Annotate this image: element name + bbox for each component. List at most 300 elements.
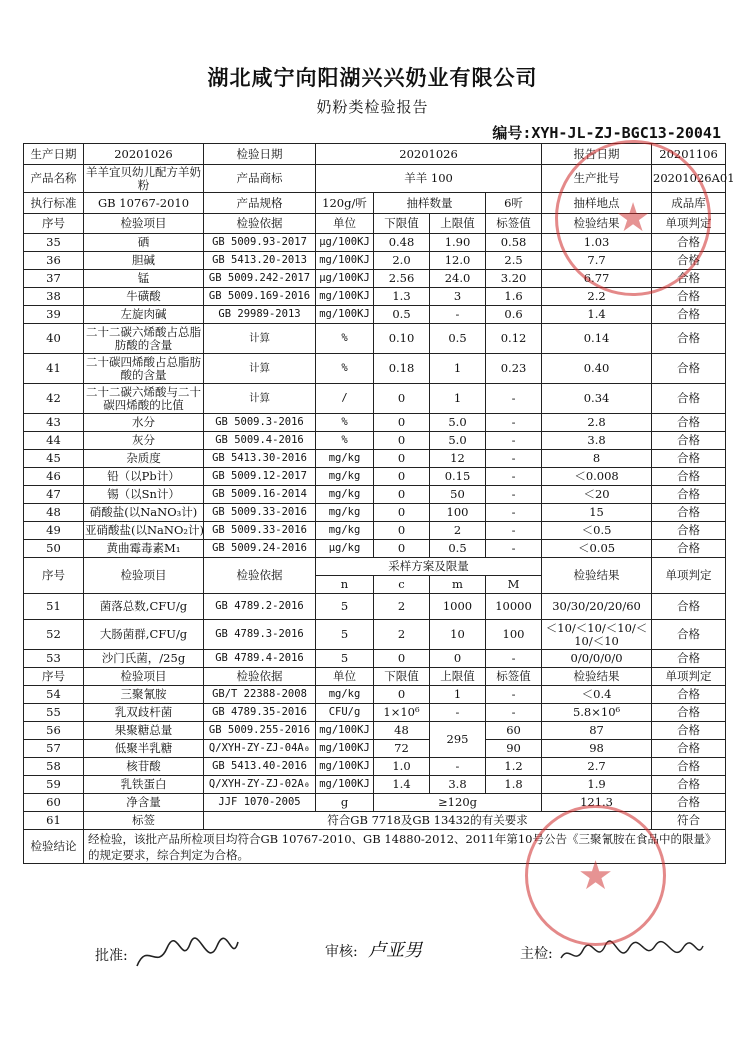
cell-unit: mg/100KJ	[316, 776, 374, 794]
cell-basis: GB 5413.30-2016	[204, 450, 316, 468]
cell-judgement: 合格	[652, 650, 726, 668]
cell-lower: 2.0	[374, 252, 430, 270]
table-row	[24, 758, 726, 776]
cell-n: 5	[316, 620, 374, 650]
micro-col-c: c	[374, 576, 430, 594]
lower-col-item: 检验项目	[84, 668, 204, 686]
cell-judgement: 合格	[652, 354, 726, 384]
cell-basis: 计算	[204, 384, 316, 414]
cell-item: 牛磺酸	[84, 288, 204, 306]
cell-no: 48	[24, 504, 84, 522]
cell-item: 大肠菌群,CFU/g	[84, 620, 204, 650]
production-date: 20201026	[84, 144, 204, 165]
cell-result: 98	[542, 740, 652, 758]
cell-lower: 72	[374, 740, 430, 758]
cell-no: 54	[24, 686, 84, 704]
cell-unit: mg/100KJ	[316, 758, 374, 776]
cell-lower: 0	[374, 504, 430, 522]
cell-unit: %	[316, 432, 374, 450]
col-upper: 上限值	[430, 214, 486, 234]
cell-result: ＜0.05	[542, 540, 652, 558]
cell-result: 0.34	[542, 384, 652, 414]
product-name-label: 产品名称	[24, 165, 84, 193]
table-row	[24, 704, 726, 722]
report-title: 奶粉类检验报告	[316, 98, 429, 116]
cell-item: 核苷酸	[84, 758, 204, 776]
table-row	[24, 504, 726, 522]
cell-no: 49	[24, 522, 84, 540]
cell-limit: ≥120g	[374, 794, 542, 812]
cell-upper-shared: 295	[430, 722, 486, 758]
cell-judgement: 合格	[652, 522, 726, 540]
cell-item: 菌落总数,CFU/g	[84, 594, 204, 620]
col-basis: 检验依据	[204, 214, 316, 234]
cell-judgement: 合格	[652, 486, 726, 504]
cell-no: 51	[24, 594, 84, 620]
cell-unit: μg/100KJ	[316, 270, 374, 288]
col-item: 检验项目	[84, 214, 204, 234]
cell-unit: mg/kg	[316, 686, 374, 704]
cell-basis: GB 4789.35-2016	[204, 704, 316, 722]
cell-judgement: 合格	[652, 686, 726, 704]
cell-no: 46	[24, 468, 84, 486]
cell-judgement: 合格	[652, 288, 726, 306]
cell-lower: 0	[374, 432, 430, 450]
cell-judgement: 合格	[652, 540, 726, 558]
lower-col-judgement: 单项判定	[652, 668, 726, 686]
cell-label-value: -	[486, 704, 542, 722]
cell-lower: 0.18	[374, 354, 430, 384]
cell-unit: mg/kg	[316, 468, 374, 486]
lower-col-upper: 上限值	[430, 668, 486, 686]
approve-label: 批准:	[95, 948, 128, 964]
cell-result: ＜0.5	[542, 522, 652, 540]
cell-no: 42	[24, 384, 84, 414]
cell-lower: 0.10	[374, 324, 430, 354]
cell-lower: 1.3	[374, 288, 430, 306]
micro-table-header	[24, 558, 726, 594]
cell-n: 5	[316, 594, 374, 620]
cell-result: ＜0.008	[542, 468, 652, 486]
cell-no: 35	[24, 234, 84, 252]
conclusion-label: 检验结论	[24, 830, 84, 864]
table-row	[24, 288, 726, 306]
cell-result: 6.77	[542, 270, 652, 288]
cell-judgement: 合格	[652, 234, 726, 252]
cell-judgement: 合格	[652, 620, 726, 650]
cell-item: 净含量	[84, 794, 204, 812]
cell-no: 39	[24, 306, 84, 324]
inspect-signature-scribble	[557, 936, 707, 972]
micro-col-n: n	[316, 576, 374, 594]
cell-result: ＜20	[542, 486, 652, 504]
cell-judgement: 合格	[652, 776, 726, 794]
conclusion-text: 经检验，该批产品所检项目均符合GB 10767-2010、GB 14880-2012、2011年第10号公告《三聚氰胺在食品中的限量》的规定要求，综合判定为合格。	[84, 830, 726, 864]
lower-table-header	[24, 668, 726, 686]
cell-label-description: 符合GB 7718及GB 13432的有关要求	[204, 812, 652, 830]
info-row-product	[24, 165, 726, 193]
cell-unit: mg/100KJ	[316, 722, 374, 740]
micro-row	[24, 620, 726, 650]
cell-upper: -	[430, 758, 486, 776]
cell-item: 沙门氏菌，/25g	[84, 650, 204, 668]
star-icon: ★	[615, 195, 651, 241]
micro-header-row-1	[24, 558, 726, 576]
cell-basis: GB 5009.3-2016	[204, 414, 316, 432]
cell-label-value: -	[486, 504, 542, 522]
cell-no: 59	[24, 776, 84, 794]
cell-lower: 48	[374, 722, 430, 740]
cell-judgement: 合格	[652, 722, 726, 740]
cell-unit: μg/kg	[316, 540, 374, 558]
cell-label-value: 1.8	[486, 776, 542, 794]
table-row	[24, 486, 726, 504]
lower-table-body	[24, 686, 726, 794]
cell-item: 乳铁蛋白	[84, 776, 204, 794]
cell-m: 1000	[430, 594, 486, 620]
cell-item: 果聚糖总量	[84, 722, 204, 740]
report-date: 20201106	[652, 144, 726, 165]
cell-label-value: 1.6	[486, 288, 542, 306]
cell-label-value: 90	[486, 740, 542, 758]
cell-M: 100	[486, 620, 542, 650]
cell-c: 2	[374, 620, 430, 650]
cell-no: 52	[24, 620, 84, 650]
table-row	[24, 252, 726, 270]
cell-judgement: 合格	[652, 384, 726, 414]
cell-label-value: -	[486, 414, 542, 432]
cell-lower: 0.48	[374, 234, 430, 252]
cell-result: 2.7	[542, 758, 652, 776]
cell-judgement: 合格	[652, 270, 726, 288]
standard-label: 执行标准	[24, 193, 84, 214]
cell-item: 亚硝酸盐(以NaNO₂计)	[84, 522, 204, 540]
approve-signature	[95, 936, 242, 976]
cell-result: ＜10/＜10/＜10/＜10/＜10	[542, 620, 652, 650]
cell-item: 硒	[84, 234, 204, 252]
cell-result: 0.14	[542, 324, 652, 354]
cell-item: 二十碳四烯酸占总脂肪酸的含量	[84, 354, 204, 384]
cell-upper: 24.0	[430, 270, 486, 288]
table-row	[24, 522, 726, 540]
cell-label-value: 3.20	[486, 270, 542, 288]
table-footer	[24, 794, 726, 864]
column-header-row	[24, 214, 726, 234]
cell-basis: JJF 1070-2005	[204, 794, 316, 812]
micro-col-judgement: 单项判定	[652, 558, 726, 594]
review-signature	[325, 936, 422, 962]
document-number-label: 编号:	[492, 124, 532, 142]
cell-upper: 0.5	[430, 540, 486, 558]
cell-item: 灰分	[84, 432, 204, 450]
cell-no: 43	[24, 414, 84, 432]
micro-col-no: 序号	[24, 558, 84, 594]
lower-col-label-value: 标签值	[486, 668, 542, 686]
table-row	[24, 384, 726, 414]
cell-no: 50	[24, 540, 84, 558]
cell-m: 10	[430, 620, 486, 650]
cell-lower: 0	[374, 686, 430, 704]
cell-no: 60	[24, 794, 84, 812]
cell-lower: 0	[374, 414, 430, 432]
cell-lower: 1×10⁶	[374, 704, 430, 722]
table-row	[24, 540, 726, 558]
micro-row	[24, 650, 726, 668]
col-label-value: 标签值	[486, 214, 542, 234]
cell-item: 杂质度	[84, 450, 204, 468]
inspection-table-body	[24, 144, 735, 558]
cell-no: 57	[24, 740, 84, 758]
table-row	[24, 306, 726, 324]
cell-basis: Q/XYH-ZY-ZJ-02A₀	[204, 776, 316, 794]
company-name: 湖北咸宁向阳湖兴兴奶业有限公司	[207, 65, 538, 90]
cell-no: 53	[24, 650, 84, 668]
lower-col-basis: 检验依据	[204, 668, 316, 686]
cell-basis: GB 5009.93-2017	[204, 234, 316, 252]
col-lower: 下限值	[374, 214, 430, 234]
cell-item: 标签	[84, 812, 204, 830]
cell-unit: %	[316, 324, 374, 354]
cell-lower: 1.0	[374, 758, 430, 776]
cell-result: 15	[542, 504, 652, 522]
cell-item: 乳双歧杆菌	[84, 704, 204, 722]
cell-judgement: 符合	[652, 812, 726, 830]
review-name: 卢亚男	[368, 940, 423, 961]
cell-label-value: -	[486, 686, 542, 704]
table-row	[24, 324, 726, 354]
cell-label-value: 0.58	[486, 234, 542, 252]
micro-col-M: M	[486, 576, 542, 594]
cell-basis: GB 5413.40-2016	[204, 758, 316, 776]
cell-label-value: -	[486, 522, 542, 540]
cell-result: 1.4	[542, 306, 652, 324]
cell-unit: mg/100KJ	[316, 740, 374, 758]
cell-judgement: 合格	[652, 504, 726, 522]
cell-unit: mg/kg	[316, 486, 374, 504]
document-number	[492, 122, 721, 143]
cell-upper: 1	[430, 384, 486, 414]
cell-unit: mg/100KJ	[316, 252, 374, 270]
cell-result: 87	[542, 722, 652, 740]
inspection-date: 20201026	[316, 144, 542, 165]
cell-upper: -	[430, 704, 486, 722]
cell-result: 0.40	[542, 354, 652, 384]
micro-col-m: m	[430, 576, 486, 594]
cell-judgement: 合格	[652, 306, 726, 324]
review-label: 审核:	[325, 944, 358, 960]
cell-unit: mg/100KJ	[316, 288, 374, 306]
net-content-row	[24, 794, 726, 812]
cell-unit: mg/kg	[316, 504, 374, 522]
lower-col-unit: 单位	[316, 668, 374, 686]
sample-place-label: 抽样地点	[542, 193, 652, 214]
sample-qty-label: 抽样数量	[374, 193, 486, 214]
cell-c: 2	[374, 594, 430, 620]
cell-no: 45	[24, 450, 84, 468]
cell-label-value: -	[486, 450, 542, 468]
cell-result: 1.03	[542, 234, 652, 252]
cell-lower: 0	[374, 522, 430, 540]
table-row	[24, 686, 726, 704]
cell-lower: 0	[374, 384, 430, 414]
cell-m: 0	[430, 650, 486, 668]
table-row	[24, 414, 726, 432]
table-row	[24, 270, 726, 288]
cell-label-value: 1.2	[486, 758, 542, 776]
cell-judgement: 合格	[652, 432, 726, 450]
cell-no: 38	[24, 288, 84, 306]
cell-upper: 12.0	[430, 252, 486, 270]
cell-item: 胆碱	[84, 252, 204, 270]
cell-basis: 计算	[204, 354, 316, 384]
cell-result: 2.2	[542, 288, 652, 306]
cell-upper: 1	[430, 354, 486, 384]
trademark: 羊羊 100	[316, 165, 542, 193]
cell-label-value: 2.5	[486, 252, 542, 270]
cell-item: 铅（以Pb计）	[84, 468, 204, 486]
cell-n: 5	[316, 650, 374, 668]
cell-lower: 0	[374, 540, 430, 558]
trademark-label: 产品商标	[204, 165, 316, 193]
cell-item: 锡（以Sn计）	[84, 486, 204, 504]
cell-no: 55	[24, 704, 84, 722]
cell-upper: 5.0	[430, 432, 486, 450]
cell-basis: GB 4789.4-2016	[204, 650, 316, 668]
cell-result: 30/30/20/20/60	[542, 594, 652, 620]
cell-item: 左旋肉碱	[84, 306, 204, 324]
cell-upper: 100	[430, 504, 486, 522]
cell-unit: mg/kg	[316, 522, 374, 540]
document-number-value: XYH-JL-ZJ-BGC13-20041	[531, 124, 721, 142]
product-name: 羊羊宜贝幼儿配方羊奶粉	[84, 165, 204, 193]
cell-lower: 2.56	[374, 270, 430, 288]
approve-signature-scribble	[132, 936, 242, 976]
micro-row	[24, 594, 726, 620]
col-result: 检验结果	[542, 214, 652, 234]
cell-result: 5.8×10⁶	[542, 704, 652, 722]
cell-basis: GB 4789.2-2016	[204, 594, 316, 620]
cell-judgement: 合格	[652, 252, 726, 270]
cell-unit: %	[316, 414, 374, 432]
cell-judgement: 合格	[652, 794, 726, 812]
cell-upper: 12	[430, 450, 486, 468]
cell-M: -	[486, 650, 542, 668]
conclusion-row	[24, 830, 726, 864]
cell-no: 41	[24, 354, 84, 384]
cell-unit: g	[316, 794, 374, 812]
cell-upper: 1.90	[430, 234, 486, 252]
cell-label-value: 60	[486, 722, 542, 740]
micro-col-result: 检验结果	[542, 558, 652, 594]
cell-unit: %	[316, 354, 374, 384]
cell-item: 二十二碳六烯酸占总脂肪酸的含量	[84, 324, 204, 354]
production-date-label: 生产日期	[24, 144, 84, 165]
cell-no: 40	[24, 324, 84, 354]
micro-table-body	[24, 594, 726, 668]
cell-item: 水分	[84, 414, 204, 432]
inspection-date-label: 检验日期	[204, 144, 316, 165]
cell-upper: 2	[430, 522, 486, 540]
cell-lower: 0	[374, 450, 430, 468]
table-row	[24, 450, 726, 468]
sample-place: 成品库	[652, 193, 726, 214]
cell-label-value: 0.23	[486, 354, 542, 384]
micro-col-plan: 采样方案及限量	[316, 558, 542, 576]
cell-no: 44	[24, 432, 84, 450]
cell-basis: GB 5009.255-2016	[204, 722, 316, 740]
cell-unit: CFU/g	[316, 704, 374, 722]
lower-column-header-row	[24, 668, 726, 686]
table-row	[24, 722, 726, 740]
cell-unit: μg/100KJ	[316, 234, 374, 252]
info-row-standard	[24, 193, 726, 214]
cell-upper: 3	[430, 288, 486, 306]
cell-basis: GB 5413.20-2013	[204, 252, 316, 270]
cell-basis: GB 4789.3-2016	[204, 620, 316, 650]
star-icon: ★	[577, 852, 614, 899]
cell-lower: 0	[374, 486, 430, 504]
cell-result: 8	[542, 450, 652, 468]
batch-number: 20201026A01	[652, 165, 726, 193]
cell-item: 二十二碳六烯酸与二十碳四烯酸的比值	[84, 384, 204, 414]
cell-basis: GB 5009.4-2016	[204, 432, 316, 450]
cell-basis: GB 29989-2013	[204, 306, 316, 324]
cell-no: 58	[24, 758, 84, 776]
cell-judgement: 合格	[652, 414, 726, 432]
cell-judgement: 合格	[652, 594, 726, 620]
cell-result: 0/0/0/0/0	[542, 650, 652, 668]
cell-lower: 0	[374, 468, 430, 486]
table-row	[24, 234, 726, 252]
cell-judgement: 合格	[652, 324, 726, 354]
report-date-label: 报告日期	[542, 144, 652, 165]
cell-item: 低聚半乳糖	[84, 740, 204, 758]
cell-upper: 5.0	[430, 414, 486, 432]
cell-basis: GB/T 22388-2008	[204, 686, 316, 704]
cell-c: 0	[374, 650, 430, 668]
cell-basis: GB 5009.33-2016	[204, 504, 316, 522]
cell-upper: -	[430, 306, 486, 324]
cell-no: 36	[24, 252, 84, 270]
micro-col-basis: 检验依据	[204, 558, 316, 594]
cell-judgement: 合格	[652, 450, 726, 468]
cell-unit: mg/kg	[316, 450, 374, 468]
cell-upper: 0.15	[430, 468, 486, 486]
cell-unit: /	[316, 384, 374, 414]
cell-unit: mg/100KJ	[316, 306, 374, 324]
cell-label-value: 0.12	[486, 324, 542, 354]
cell-no: 56	[24, 722, 84, 740]
cell-M: 10000	[486, 594, 542, 620]
cell-result: 121.3	[542, 794, 652, 812]
col-no: 序号	[24, 214, 84, 234]
cell-lower: 1.4	[374, 776, 430, 794]
spec-label: 产品规格	[204, 193, 316, 214]
cell-upper: 3.8	[430, 776, 486, 794]
cell-label-value: -	[486, 432, 542, 450]
cell-result: 3.8	[542, 432, 652, 450]
cell-result: 7.7	[542, 252, 652, 270]
standard: GB 10767-2010	[84, 193, 204, 214]
sample-qty: 6听	[486, 193, 542, 214]
cell-label-value: -	[486, 486, 542, 504]
table-row	[24, 468, 726, 486]
cell-item: 三聚氰胺	[84, 686, 204, 704]
cell-judgement: 合格	[652, 468, 726, 486]
cell-upper: 1	[430, 686, 486, 704]
cell-basis: GB 5009.169-2016	[204, 288, 316, 306]
table-row	[24, 432, 726, 450]
